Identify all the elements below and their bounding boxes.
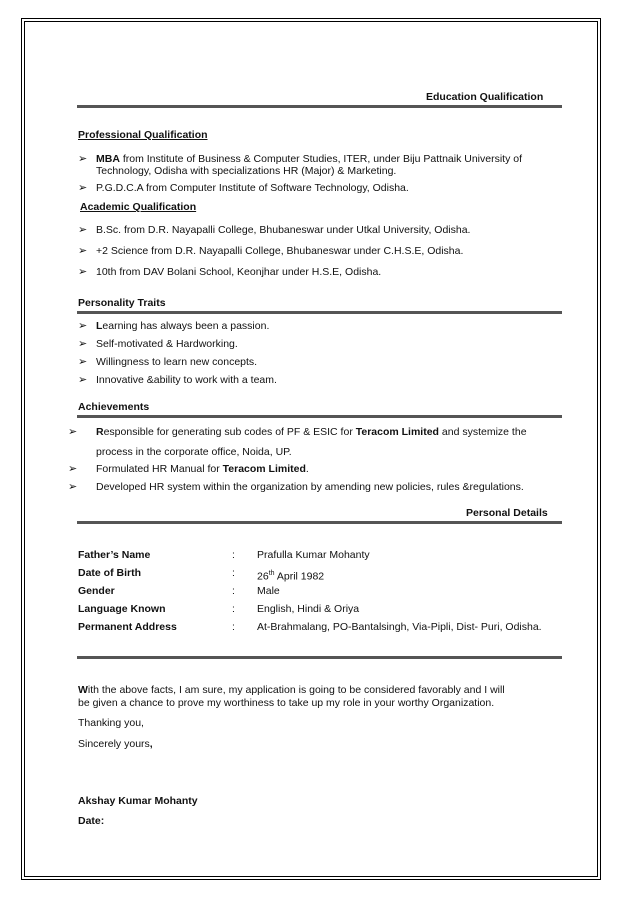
academic-item-bsc: B.Sc. from D.R. Nayapalli College, Bhubaneswar under Utkal University, Odisha. [96, 224, 471, 236]
bullet-icon: ➢ [78, 320, 88, 332]
bullet-icon: ➢ [68, 481, 78, 493]
detail-label: Language Known [78, 603, 166, 615]
trait-item: Willingness to learn new concepts. [96, 356, 258, 368]
closing-paragraph-line2: be given a chance to prove my worthiness to take up my role in your worthy Organization. [78, 697, 495, 709]
detail-value: Prafulla Kumar Mohanty [257, 549, 370, 561]
trait-item: Learning has always been a passion. [96, 320, 270, 332]
academic-item-plus2: +2 Science from D.R. Nayapalli College, Bhubaneswar under C.H.S.E, Odisha. [96, 245, 464, 257]
detail-colon: : [232, 549, 235, 561]
detail-label: Gender [78, 585, 115, 597]
detail-colon: : [232, 585, 235, 597]
detail-colon: : [232, 603, 235, 615]
signature-name: Akshay Kumar Mohanty [78, 795, 198, 807]
achievement-item-line2: process in the corporate office, Noida, UP. [96, 446, 292, 458]
thanks-line: Thanking you, [78, 717, 144, 729]
detail-label: Father’s Name [78, 549, 151, 561]
detail-colon: : [232, 567, 235, 579]
academic-item-10th: 10th from DAV Bolani School, Keonjhar under H.S.E, Odisha. [96, 266, 382, 278]
detail-value: 26th April 1982 [257, 570, 325, 583]
closing-paragraph-line1: With the above facts, I am sure, my application is going to be considered favorably and I will [78, 684, 505, 696]
traits-heading: Personality Traits [78, 297, 166, 309]
professional-heading: Professional Qualification [78, 129, 208, 141]
traits-divider [77, 311, 562, 314]
achievement-item: Developed HR system within the organization by amending new policies, rules &regulations. [96, 481, 524, 493]
bullet-icon: ➢ [68, 426, 78, 438]
bullet-icon: ➢ [78, 266, 88, 278]
education-heading: Education Qualification [426, 91, 544, 103]
achievement-item: Formulated HR Manual for Teracom Limited. [96, 463, 309, 475]
bullet-icon: ➢ [78, 224, 88, 236]
professional-item-mba-line2: Technology, Odisha with specializations HR (Major) & Marketing. [96, 165, 397, 177]
bullet-icon: ➢ [78, 182, 88, 194]
detail-value: English, Hindi & Oriya [257, 603, 360, 615]
achievements-divider [77, 415, 562, 418]
personal-divider [77, 521, 562, 524]
achievements-heading: Achievements [78, 401, 150, 413]
trait-item: Self-motivated & Hardworking. [96, 338, 238, 350]
personal-heading: Personal Details [466, 507, 548, 519]
closing-divider [77, 656, 562, 659]
sincerely-line: Sincerely yours, [78, 738, 153, 750]
achievement-item: Responsible for generating sub codes of PF & ESIC for Teracom Limited and systemize the [96, 426, 527, 438]
bullet-icon: ➢ [78, 356, 88, 368]
academic-heading: Academic Qualification [80, 201, 197, 213]
trait-item: Innovative &ability to work with a team. [96, 374, 277, 386]
bullet-icon: ➢ [78, 338, 88, 350]
professional-item-mba: MBA from Institute of Business & Computer Studies, ITER, under Biju Pattnaik University of [96, 153, 523, 165]
professional-item-pgdca: P.G.D.C.A from Computer Institute of Software Technology, Odisha. [96, 182, 409, 194]
detail-label: Permanent Address [78, 621, 177, 633]
detail-value: Male [257, 585, 280, 597]
detail-value: At-Brahmalang, PO-Bantalsingh, Via-Pipli, Dist- Puri, Odisha. [257, 621, 542, 633]
bullet-icon: ➢ [68, 463, 78, 475]
bullet-icon: ➢ [78, 153, 88, 165]
detail-colon: : [232, 621, 235, 633]
detail-label: Date of Birth [78, 567, 141, 579]
date-label: Date: [78, 815, 105, 827]
education-divider [77, 105, 562, 108]
bullet-icon: ➢ [78, 374, 88, 386]
bullet-icon: ➢ [78, 245, 88, 257]
